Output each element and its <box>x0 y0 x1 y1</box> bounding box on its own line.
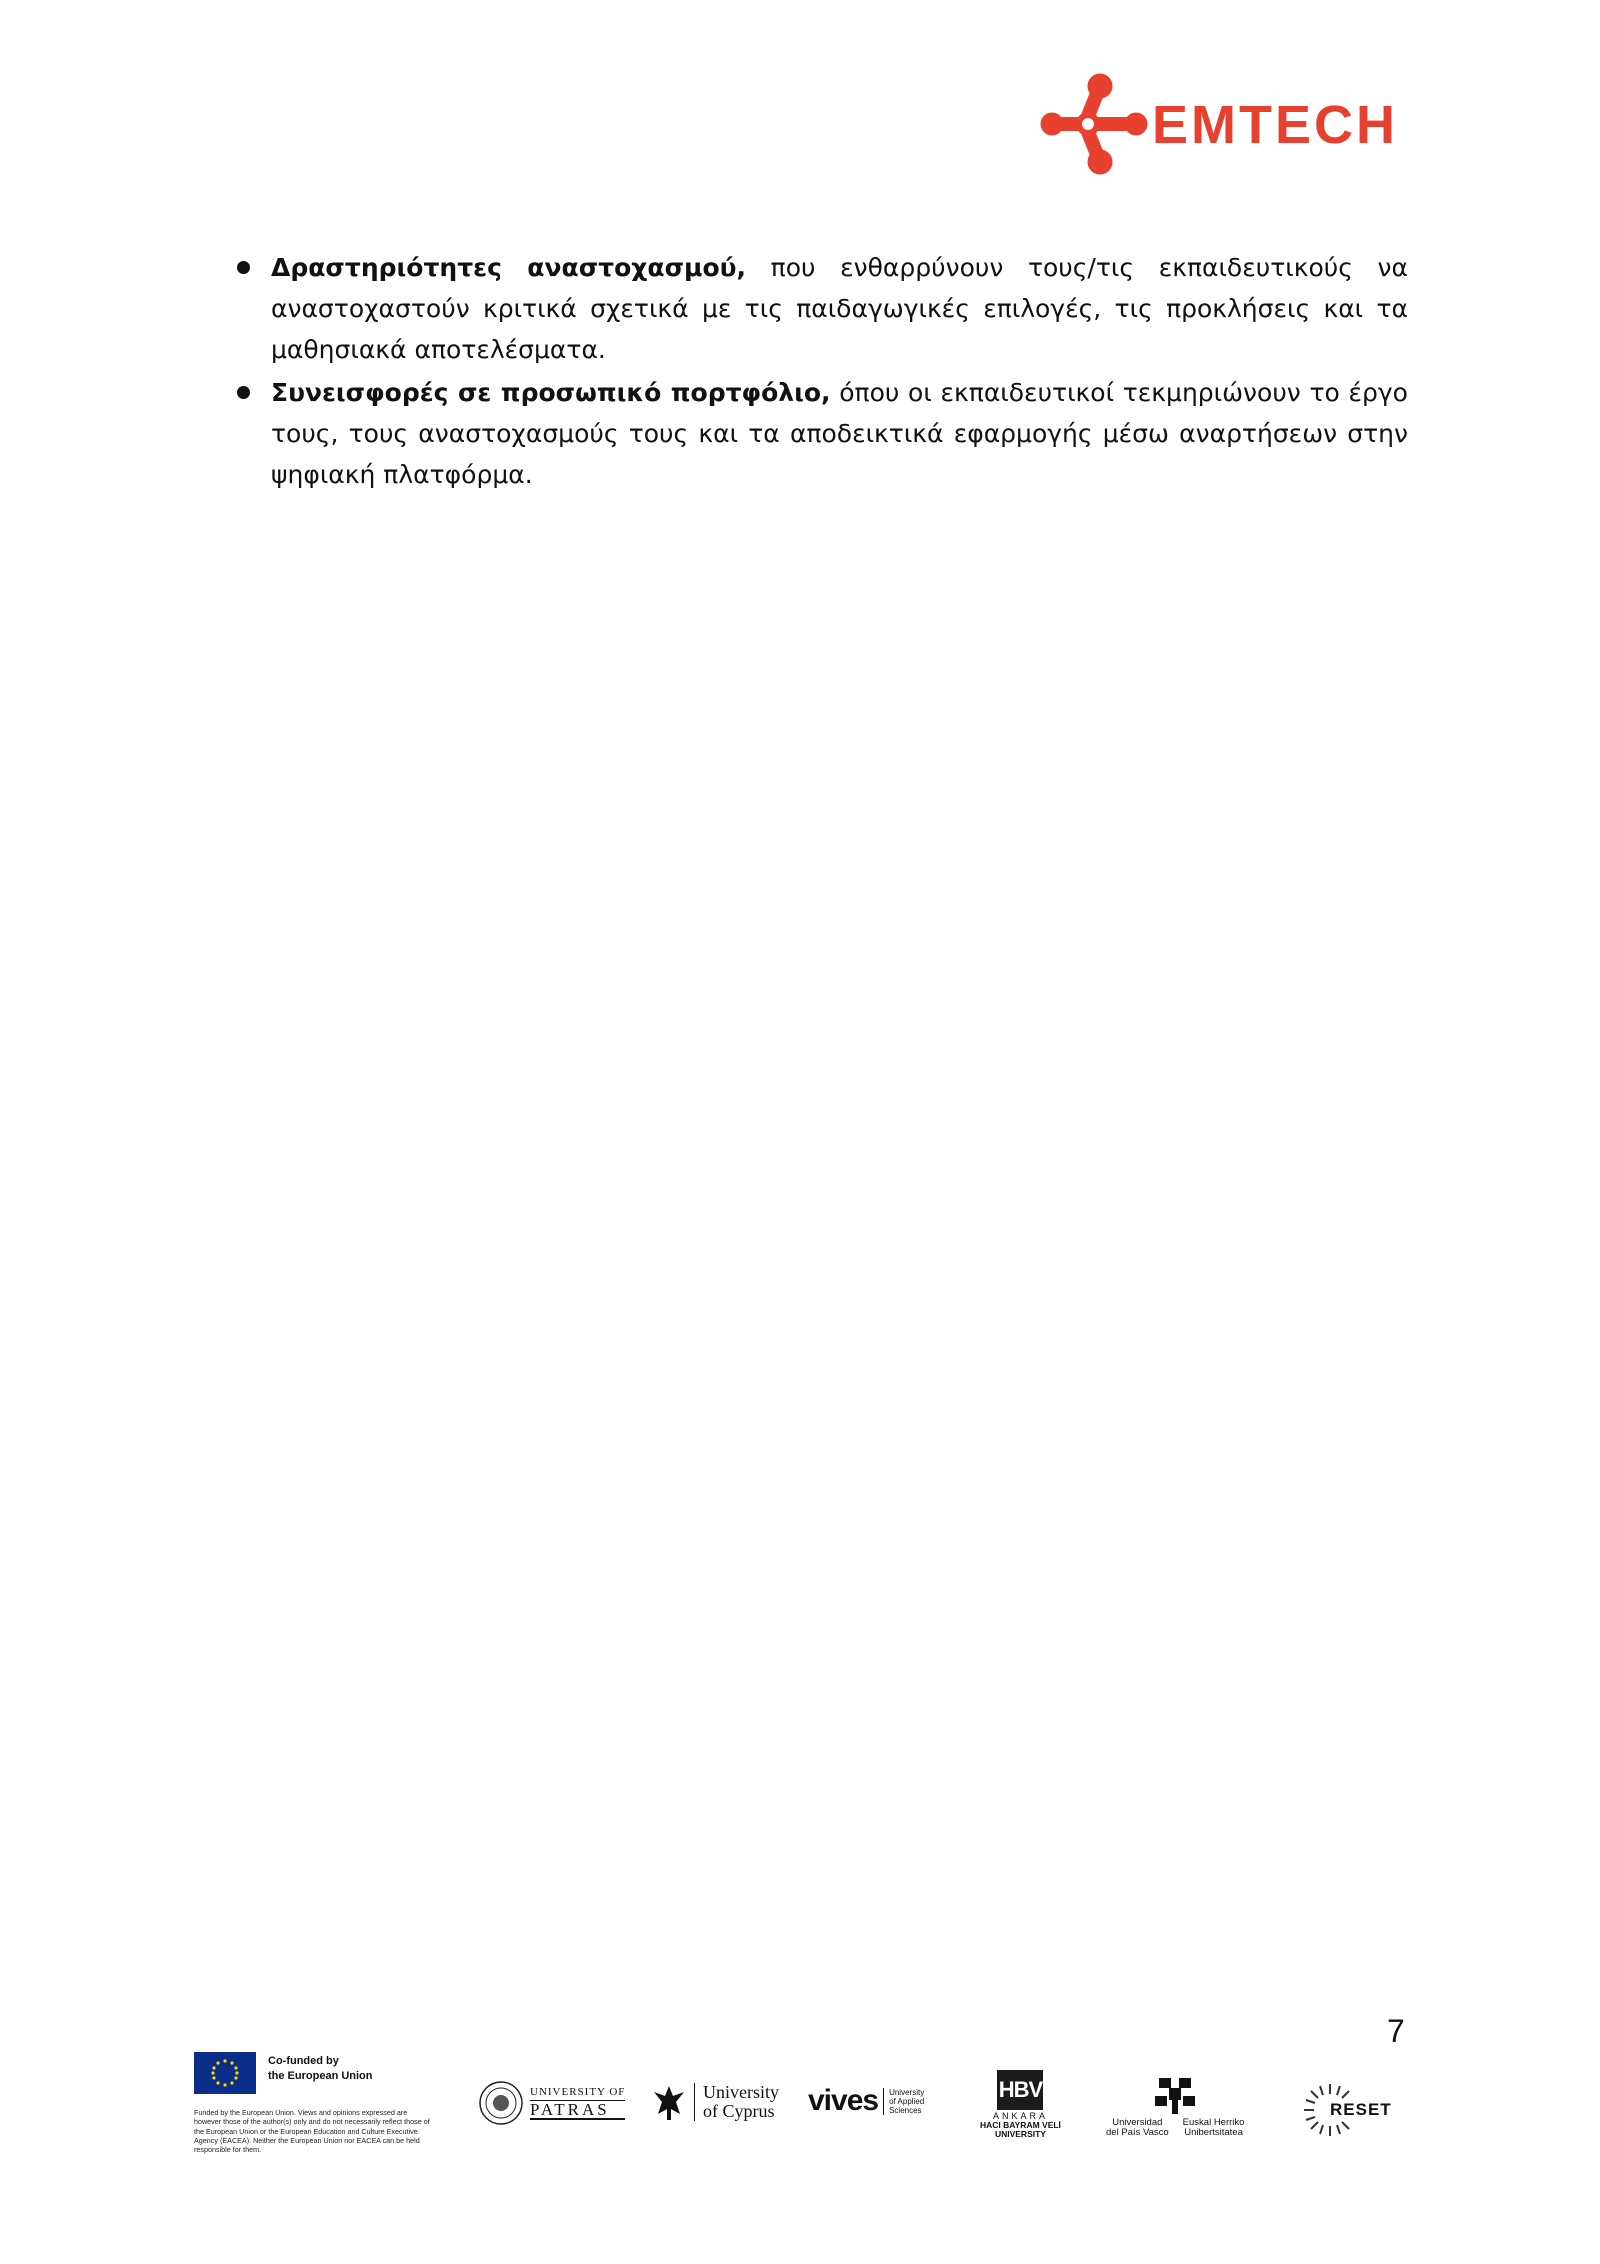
vives-logo <box>808 2084 924 2118</box>
list-item <box>233 247 1408 370</box>
eu-cofunded-title <box>268 2054 428 2084</box>
ehu-logo-line: Euskal Herriko <box>1182 2117 1245 2128</box>
ehu-logo-line: Unibertsitatea <box>1184 2127 1243 2138</box>
list-item <box>233 372 1408 495</box>
bullet-icon <box>237 261 250 274</box>
vives-logo-name: vives <box>808 2084 879 2117</box>
bullet-list <box>233 247 1408 495</box>
list-item-bold-term: Συνεισφορές σε προσωπικό πορτφόλιο, <box>271 378 831 407</box>
hbv-logo-mark: HBV <box>997 2070 1043 2110</box>
list-item-text: όπου οι εκπαιδευτικοί τεκμηριώνουν το έργο τους, τους αναστοχασμούς τους και τα αποδεικτικά εφαρμογής μέσω αναρτήσεων στην ψηφιακή πλατφόρμα. <box>271 378 1408 489</box>
university-of-cyprus-logo <box>650 2082 779 2122</box>
upv-ehu-logo <box>1106 2074 1244 2138</box>
list-item-bold-term: Δραστηριότητες αναστοχασμού, <box>271 253 747 282</box>
list-item-text: που ενθαρρύνουν τους/τις εκπαιδευτικούς να αναστοχαστούν κριτικά σχετικά με τις παιδαγωγικές επιλογές, τις προκλήσεις και τα μαθησιακά αποτελέσματα. <box>271 253 1408 364</box>
bullet-icon <box>237 386 250 399</box>
ehu-tree-icon <box>1145 2074 1205 2116</box>
university-of-patras-logo <box>478 2080 625 2126</box>
ehu-logo-line: del País Vasco <box>1106 2127 1169 2138</box>
eu-title-line: the European Union <box>268 2070 373 2082</box>
patras-logo-top: UNIVERSITY OF <box>530 2085 626 2098</box>
patras-seal-icon <box>478 2080 524 2126</box>
document-body <box>233 247 1408 497</box>
cyprus-logo-line: of Cyprus <box>703 2101 775 2121</box>
eu-title-line: Co-funded by <box>268 2055 339 2067</box>
hbv-logo-line: UNIVERSITY <box>994 2129 1046 2139</box>
page-number: 7 <box>1387 2013 1405 2049</box>
emtech-logo-text: EMTECH <box>1152 95 1398 155</box>
hbv-logo-city: ANKARA <box>992 2111 1048 2121</box>
cyprus-logo-line: University <box>703 2082 779 2102</box>
vives-logo-sub: of Applied <box>889 2096 925 2106</box>
patras-logo-name: PATRAS <box>530 2100 625 2120</box>
vives-logo-sub: Sciences <box>889 2105 922 2115</box>
cyprus-emblem-icon <box>650 2082 688 2122</box>
eu-disclaimer: Funded by the European Union. Views and opinions expressed are however those of the author(s) only and do not necessarily reflect those of the European Union or the European Education and Culture Executive Agency (EACEA). Neither the European Union nor EACEA can be held responsible for them. <box>194 2108 430 2155</box>
ehu-logo-line: Universidad <box>1112 2117 1163 2128</box>
hbv-logo-line: HACI BAYRAM VELİ <box>980 2120 1061 2130</box>
emtech-molecule-icon <box>1038 70 1148 180</box>
emtech-logo <box>1038 70 1408 180</box>
footer <box>194 2052 1414 2222</box>
vives-logo-sub: University <box>889 2087 925 2097</box>
haci-bayram-veli-logo <box>980 2070 1061 2139</box>
reset-logo <box>1302 2082 1392 2138</box>
reset-logo-name: RESET <box>1330 2100 1392 2119</box>
eu-flag-icon <box>194 2052 256 2094</box>
